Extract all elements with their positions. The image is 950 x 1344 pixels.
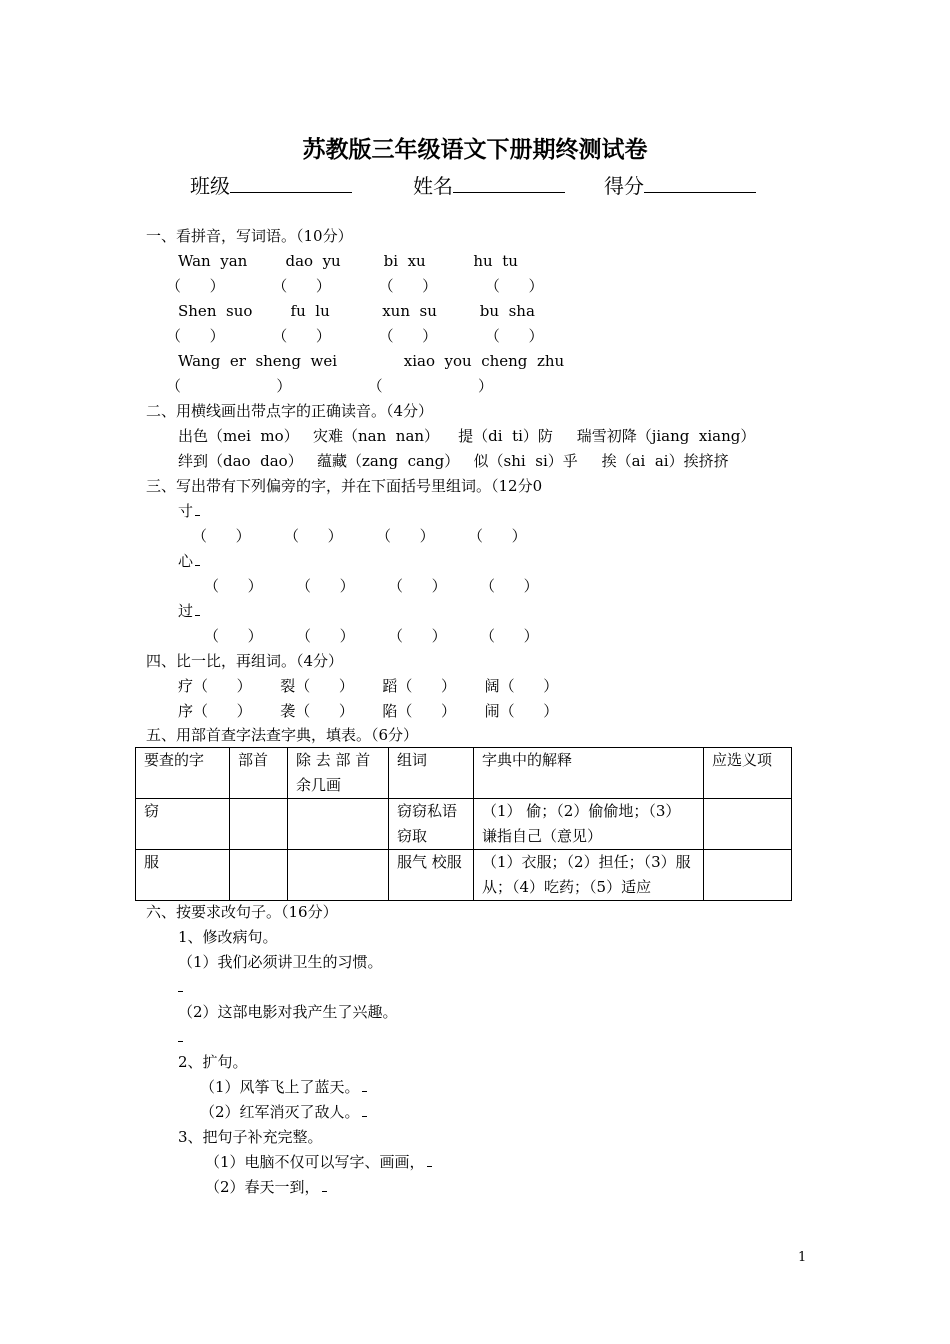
table-cell-input[interactable] [704, 850, 792, 901]
s6-answer-2a[interactable] [362, 1077, 367, 1092]
s1-blank-row-2[interactable]: （ ） （ ） （ ） （ ） [166, 327, 544, 345]
s3-radical-1-blank[interactable] [195, 501, 200, 516]
table-row [136, 850, 792, 901]
s3-blanks-3[interactable]: （ ） （ ） （ ） （ ） [204, 627, 539, 645]
name-label: 姓名 [413, 174, 453, 198]
table-header: 应选义项 [704, 748, 792, 799]
class-label: 班级 [190, 174, 230, 198]
s1-pinyin-row-1: Wan yan dao yu bi xu hu tu [178, 252, 518, 270]
s6-part-1: 1、修改病句。 [178, 928, 278, 946]
name-field [413, 172, 565, 200]
s3-blanks-2[interactable]: （ ） （ ） （ ） （ ） [204, 577, 539, 595]
table-header: 要查的字 [136, 748, 230, 799]
table-cell-input[interactable] [704, 799, 792, 850]
score-label: 得分 [604, 174, 644, 198]
s3-radical-3-blank[interactable] [195, 601, 200, 616]
s3-radical-1: 寸 [178, 501, 200, 521]
section-3-heading: 三、写出带有下列偏旁的字，并在下面括号里组词。（12分0 [146, 477, 543, 495]
s6-item-3b: （2）春天一到， [205, 1177, 327, 1197]
s6-answer-2b[interactable] [362, 1102, 367, 1117]
class-blank[interactable] [230, 172, 352, 193]
table-cell: 服 [136, 850, 230, 901]
table-cell: 服气 校服 [389, 850, 474, 901]
dictionary-table [135, 747, 792, 901]
table-cell-input[interactable] [288, 799, 389, 850]
s2-line-2: 绊到（dao dao） 蕴藏（zang cang） 似（shi si）乎 挨（ai ai）挨挤挤 [178, 452, 729, 470]
page-number: 1 [798, 1250, 807, 1265]
table-cell: 窃 [136, 799, 230, 850]
table-header-row [136, 748, 792, 799]
table-cell-input[interactable] [230, 799, 288, 850]
section-4-heading: 四、比一比，再组词。（4分） [146, 652, 344, 670]
table-cell-input[interactable] [230, 850, 288, 901]
s6-answer-1b[interactable] [178, 1027, 183, 1047]
table-cell: （1）衣服；（2）担任；（3）服从；（4）吃药；（5）适应 [474, 850, 704, 901]
section-5-heading: 五、用部首查字法查字典，填表。（6分） [146, 726, 419, 744]
s6-item-2b: （2）红军消灭了敌人。 [200, 1102, 367, 1122]
table-header: 组词 [389, 748, 474, 799]
s6-answer-1a[interactable] [178, 977, 183, 997]
s6-item-3a: （1）电脑不仅可以写字、画画， [205, 1152, 432, 1172]
s6-item-2a: （1）风筝飞上了蓝天。 [200, 1077, 367, 1097]
s6-answer-3b[interactable] [322, 1177, 327, 1192]
page-title: 苏教版三年级语文下册期终测试卷 [302, 136, 648, 163]
s1-blank-row-1[interactable]: （ ） （ ） （ ） （ ） [166, 277, 544, 295]
table-cell: 窃窃私语 窃取 [389, 799, 474, 850]
table-row [136, 799, 792, 850]
table-header: 除 去 部 首 余几画 [288, 748, 389, 799]
s1-blank-row-3[interactable]: （ ） （ ） [166, 377, 494, 395]
section-2-heading: 二、用横线画出带点字的正确读音。（4分） [146, 402, 434, 420]
s6-part-2: 2、扩句。 [178, 1053, 248, 1071]
s1-pinyin-row-2: Shen suo fu lu xun su bu sha [178, 302, 535, 320]
section-6-heading: 六、按要求改句子。（16分） [146, 903, 338, 921]
score-field [604, 172, 756, 200]
s1-pinyin-row-3: Wang er sheng wei xiao you cheng zhu [178, 352, 565, 370]
section-1-heading: 一、看拼音，写词语。（10分） [146, 227, 353, 245]
score-blank[interactable] [644, 172, 756, 193]
table-cell: （1） 偷；（2）偷偷地；（3）谦指自己（意见） [474, 799, 704, 850]
s6-answer-3a[interactable] [427, 1152, 432, 1167]
s6-item-1b: （2）这部电影对我产生了兴趣。 [178, 1003, 398, 1021]
s3-radical-3: 过 [178, 601, 200, 621]
s4-line-2[interactable]: 序（ ） 袭（ ） 陷（ ） 闹（ ） [178, 702, 559, 720]
s3-blanks-1[interactable]: （ ） （ ） （ ） （ ） [192, 527, 527, 545]
s6-item-1a: （1）我们必须讲卫生的习惯。 [178, 953, 383, 971]
class-field [190, 172, 352, 200]
s3-radical-2: 心 [178, 551, 200, 571]
s2-line-1: 出色（mei mo） 灾难（nan nan） 提（di ti）防 瑞雪初降（jiang xiang） [178, 427, 756, 445]
s3-radical-2-blank[interactable] [195, 551, 200, 566]
s4-line-1[interactable]: 疗（ ） 裂（ ） 蹈（ ） 阔（ ） [178, 677, 559, 695]
name-blank[interactable] [453, 172, 565, 193]
table-cell-input[interactable] [288, 850, 389, 901]
s6-part-3: 3、把句子补充完整。 [178, 1128, 323, 1146]
table-header: 字典中的解释 [474, 748, 704, 799]
table-header: 部首 [230, 748, 288, 799]
